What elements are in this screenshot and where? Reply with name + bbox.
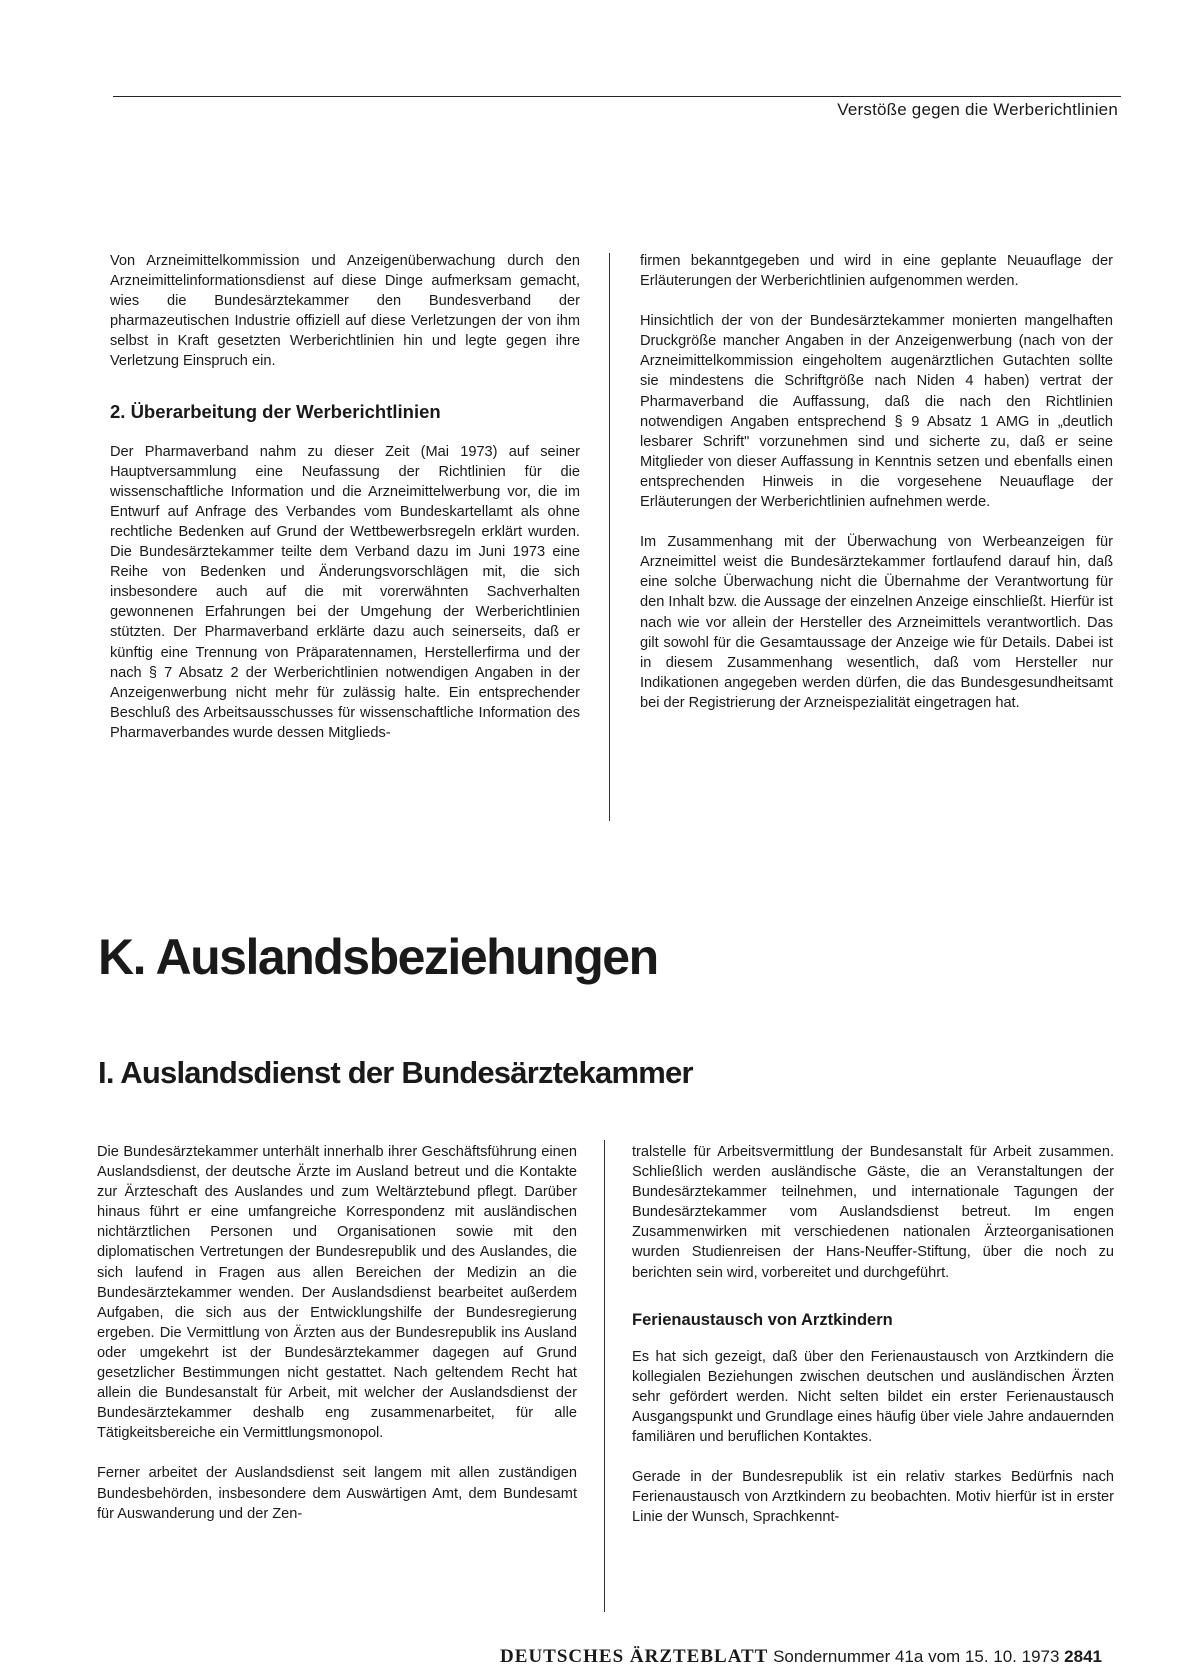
header-rule: [113, 96, 1121, 97]
subsection-heading-ferienaustausch: Ferienaustausch von Arztkindern: [632, 1310, 893, 1329]
upper-column-right: [640, 251, 1113, 713]
lower-column-left: [97, 1142, 577, 1524]
paragraph: Gerade in der Bundesrepublik ist ein relativ starkes Bedürfnis nach Ferienaustausch von Arztkindern zu beobachten. Motiv hierfür ist in erster Linie der Wunsch, Sprachkennt-: [632, 1469, 1114, 1526]
paragraph: firmen bekanntgegeben und wird in eine geplante Neuauflage der Erläuterungen der Werberichtlinien aufgenommen werden.: [640, 253, 1113, 290]
paragraph: tralstelle für Arbeitsvermittlung der Bundesanstalt für Arbeit zusammen. Schließlich werden ausländische Gäste, die an Veranstaltungen der Bundesärztekammer teilnehmen, und internationale Tagungen der Bundesärztekammer vom Auslandsdienst betreut. Im engen Zusammenwirken mit verschiedenen nationalen Ärzteorganisationen wurden Studienreisen der Hans-Neuffer-Stiftung, über die noch zu berichten sein wird, vorbereitet und durchgeführt.: [632, 1144, 1114, 1281]
column-divider: [609, 253, 610, 821]
paragraph: Im Zusammenhang mit der Überwachung von Werbeanzeigen für Arzneimittel weist die Bundesärztekammer fortlaufend darauf hin, daß eine solche Überwachung nicht die Übernahme der Verantwortung für den Inhalt bzw. die Aussage der einzelnen Anzeige einschließt. Hierfür ist nach wie vor allein der Hersteller des Arzneimittels verantwortlich. Das gilt sowohl für die Gesamtaussage der Anzeige wie für Details. Dabei ist in diesem Zusammenhang wesentlich, daß vom Hersteller nur Indikationen angegeben werden dürfen, die das Bundesgesundheitsamt bei der Registrierung der Arzneispezialität eingetragen hat.: [640, 534, 1113, 711]
issue-info: Sondernummer 41a vom 15. 10. 1973: [773, 1647, 1060, 1666]
page-footer: [500, 1646, 1102, 1668]
paragraph: Die Bundesärztekammer unterhält innerhalb ihrer Geschäftsführung einen Auslandsdienst, der deutsche Ärzte im Ausland betreut und die Kontakte zur Ärzteschaft des Auslandes und zum Weltärztebund pflegt. Darüber hinaus führt er eine umfangreiche Korrespondenz mit ausländischen nichtärztlichen Personen und Organisationen sowie mit den diplomatischen Vertretungen der Bundesrepublik und des Auslandes, die sich laufend in Fragen aus allen Bereichen der Medizin an die Bundesärztekammer wenden. Der Auslandsdienst bearbeitet außerdem Aufgaben, die sich aus der Entwicklungshilfe der Bundesregierung ergeben. Die Vermittlung von Ärzten aus der Bundesrepublik ins Ausland oder umgekehrt ist der Bundesärztekammer dagegen auf Grund gesetzlicher Bestimmungen nicht gestattet. Nach geltendem Recht hat allein die Bundesanstalt für Arbeit, mit welcher der Auslandsdienst der Bundesärztekammer deshalb eng zusammenarbeitet, für alle Tätigkeitsbereiche ein Vermittlungsmonopol.: [97, 1144, 577, 1442]
section-title: I. Auslandsdienst der Bundesärztekammer: [98, 1055, 693, 1090]
paragraph: Hinsichtlich der von der Bundesärztekammer monierten mangelhaften Druckgröße mancher Angaben in der Anzeigenwerbung (nach von der Arzneimittelkommission eingeholtem augenärztlichen Gutachten sollte sie mindestens die Schriftgröße nach Niden 4 haben) vertrat der Pharmaverband die Auffassung, daß die nach den Richtlinien notwendigen Angaben entsprechend § 9 Absatz 1 AMG in „deutlich lesbarer Schrift" vorzunehmen sind und sicherte zu, daß er seine Mitglieder von dieser Auffassung in Kenntnis setzen und ebenfalls einen entsprechenden Hinweis in die vorgesehene Neuauflage der Erläuterungen der Werberichtlinien aufnehmen werde.: [640, 313, 1113, 511]
lower-column-right: [632, 1142, 1114, 1527]
journal-name: DEUTSCHES ÄRZTEBLATT: [500, 1646, 769, 1667]
section-heading-werberichtlinien: 2. Überarbeitung der Werberichtlinien: [110, 400, 441, 422]
upper-column-left: [110, 251, 580, 743]
paragraph: Der Pharmaverband nahm zu dieser Zeit (Mai 1973) auf seiner Hauptversammlung eine Neufassung der Richtlinien für die wissenschaftliche Information und die Arzneimittelwerbung vor, die im Entwurf auf Anfrage des Verbandes vom Bundeskartellamt als ohne rechtliche Bedenken auf Grund der Wettbewerbsregeln erklärt wurden. Die Bundesärztekammer teilte dem Verband dazu im Juni 1973 eine Reihe von Bedenken und Änderungsvorschlägen mit, die sich insbesondere auch auf die mit vorerwähnten Sachverhalten gewonnenen Erfahrungen bei der Umgehung der Werberichtlinien stützten. Der Pharmaverband erklärte dazu auch seinerseits, daß er künftig eine Trennung von Präparatennamen, Herstellerfirma und der nach § 7 Absatz 2 der Werberichtlinien notwendigen Angaben in der Anzeigenwerbung nicht mehr für zulässig halte. Ein entsprechender Beschluß des Arbeitsausschusses für wissenschaftliche Information des Pharmaverbandes wurde dessen Mitglieds-: [110, 443, 580, 741]
page-number: 2841: [1064, 1647, 1102, 1666]
running-head: Verstöße gegen die Werberichtlinien: [837, 100, 1118, 119]
column-divider: [604, 1140, 605, 1612]
paragraph: Von Arzneimittelkommission und Anzeigenüberwachung durch den Arzneimittelinformationsdienst auf diese Dinge aufmerksam gemacht, wies die Bundesärztekammer den Bundesverband der pharmazeutischen Industrie offiziell auf diese Verletzungen der von ihm selbst in Kraft gesetzten Werberichtlinien hin und legte gegen ihre Verletzung Einspruch ein.: [110, 253, 580, 370]
chapter-title: K. Auslandsbeziehungen: [98, 929, 658, 985]
paragraph: Ferner arbeitet der Auslandsdienst seit langem mit allen zuständigen Bundesbehörden, insbesondere dem Auswärtigen Amt, dem Bundesamt für Auswanderung und der Zen-: [97, 1465, 577, 1522]
paragraph: Es hat sich gezeigt, daß über den Ferienaustausch von Arztkindern die kollegialen Beziehungen zwischen deutschen und ausländischen Ärzten sehr gefördert werden. Nicht selten bildet ein erster Ferienaustausch Ausgangspunkt und Grundlage eines häufig über viele Jahre andauernden familiären und beruflichen Kontaktes.: [632, 1348, 1114, 1446]
